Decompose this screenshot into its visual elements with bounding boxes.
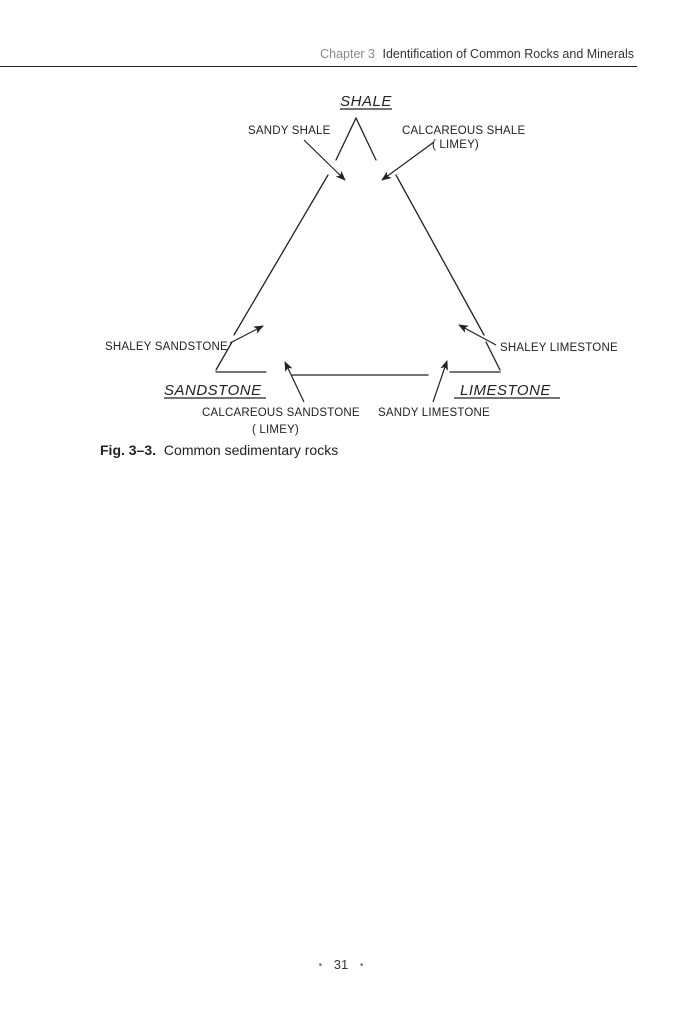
arrow-calcareous-sandstone	[285, 362, 304, 402]
label-sandy-shale: SANDY SHALE	[248, 125, 331, 137]
figure-number: Fig. 3–3.	[100, 442, 157, 458]
vertex-label-sandstone: SANDSTONE	[164, 382, 262, 399]
vertex-label-limestone: LIMESTONE	[460, 382, 551, 399]
header-rule	[0, 66, 637, 67]
arrow-shaley-limestone	[459, 325, 496, 345]
figure-caption-text: Common sedimentary rocks	[163, 442, 339, 458]
page-number-footer	[0, 957, 682, 972]
apex-stroke-right	[356, 118, 376, 160]
chapter-label: Chapter 3	[320, 47, 375, 61]
triangle-side-right	[396, 175, 484, 335]
sedimentary-rock-triangle-diagram	[90, 80, 630, 440]
folio-bullet-right: •	[359, 960, 364, 971]
label-sandy-limestone: SANDY LIMESTONE	[378, 407, 490, 419]
chapter-title: Identification of Common Rocks and Minerals	[382, 47, 634, 61]
arrow-calcareous-shale	[382, 142, 434, 180]
folio-bullet-left: •	[318, 960, 323, 971]
arrow-sandy-shale	[304, 140, 345, 180]
page-number: 31	[333, 957, 349, 972]
figure-caption	[100, 442, 338, 458]
label-calcareous-shale-note: ( LIMEY)	[432, 139, 479, 151]
running-head	[320, 47, 634, 61]
diagram-canvas	[90, 80, 630, 440]
label-calcareous-sandstone: CALCAREOUS SANDSTONE	[202, 407, 360, 419]
label-calcareous-sandstone-note: ( LIMEY)	[252, 424, 299, 436]
corner-stroke-right	[486, 342, 500, 370]
label-shaley-limestone: SHALEY LIMESTONE	[500, 342, 618, 354]
label-shaley-sandstone: SHALEY SANDSTONE	[105, 341, 228, 353]
label-calcareous-shale: CALCAREOUS SHALE	[402, 125, 526, 137]
apex-stroke-left	[336, 118, 356, 160]
arrow-sandy-limestone	[433, 361, 447, 402]
vertex-label-shale: SHALE	[340, 93, 392, 110]
triangle-side-left	[234, 175, 328, 335]
